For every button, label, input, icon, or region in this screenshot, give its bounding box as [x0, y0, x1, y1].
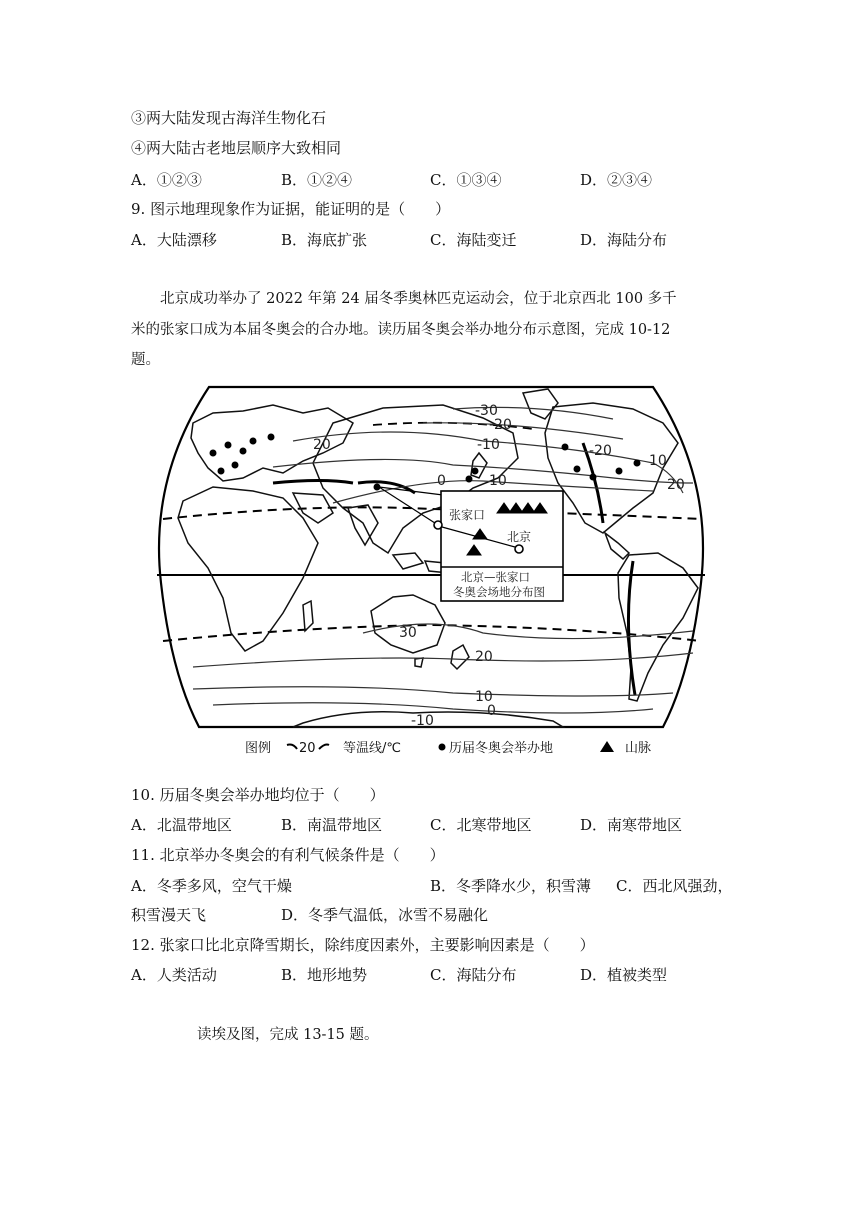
q11-option-c-continued: 积雪漫天飞 — [131, 906, 207, 924]
legend-isotherm-symbol — [287, 745, 297, 750]
isotherm-label: -20 — [489, 417, 512, 433]
venue-dot — [634, 460, 641, 467]
q11-option-d: D．冬季气温低，冰雪不易融化 — [281, 906, 489, 924]
q8-option-b: B．①②④ — [281, 171, 353, 189]
isotherm-label: 20 — [475, 649, 493, 665]
zhangjiakou-marker — [434, 521, 442, 529]
intro-paragraph-line-2: 米的张家口成为本届冬奥会的合办地。读历届冬奥会举办地分布示意图，完成 10-12 — [131, 322, 671, 338]
q10-option-c: C．北寒带地区 — [430, 816, 532, 834]
q9-option-a: A．大陆漂移 — [131, 231, 217, 249]
isotherm-label: -20 — [589, 443, 612, 459]
q11-option-a: A．冬季多风，空气干燥 — [131, 877, 292, 895]
beijing-marker — [515, 545, 523, 553]
venue-dot — [210, 450, 217, 457]
isotherm-label: 30 — [399, 625, 417, 641]
venue-dot — [218, 468, 225, 475]
isotherm-label: 10 — [475, 689, 493, 705]
q10-stem: 10. 历届冬奥会举办地均位于（ ） — [131, 786, 385, 804]
q8-option-c: C．①③④ — [430, 171, 502, 189]
isotherm-label: 10 — [649, 453, 667, 469]
q8-item-4: ④两大陆古老地层顺序大致相同 — [131, 139, 342, 157]
q12-stem: 12. 张家口比北京降雪期长，除纬度因素外，主要影响因素是（ ） — [131, 936, 595, 954]
inset-city-zhangjiakou: 张家口 — [449, 508, 486, 522]
inset-map-beijing-zhangjiakou — [434, 491, 563, 601]
venue-dot — [240, 448, 247, 455]
q11-option-b: B．冬季降水少，积雪薄 — [430, 877, 592, 895]
q8-option-a: A．①②③ — [131, 171, 202, 189]
q11-stem: 11. 北京举办冬奥会的有利气候条件是（ ） — [131, 846, 445, 864]
isotherm-label: -10 — [477, 437, 500, 453]
isotherm-label: 0 — [487, 703, 496, 719]
legend-mountain-icon — [600, 741, 614, 752]
q8-option-d: D．②③④ — [580, 171, 653, 189]
venue-dot — [562, 444, 569, 451]
venue-dot — [232, 462, 239, 469]
legend-isotherm-label: 等温线/℃ — [343, 741, 401, 756]
q12-option-d: D．植被类型 — [580, 966, 668, 984]
isotherm-label: -30 — [475, 403, 498, 419]
q9-option-d: D．海陆分布 — [580, 231, 668, 249]
isotherm-label: 20 — [313, 437, 331, 453]
venue-dot — [616, 468, 623, 475]
venue-dot — [472, 468, 479, 475]
q10-option-a: A．北温带地区 — [131, 816, 232, 834]
legend-venue-dot — [439, 744, 446, 751]
q12-option-a: A．人类活动 — [131, 966, 217, 984]
venue-dot — [574, 466, 581, 473]
venue-dot — [268, 434, 275, 441]
legend-isotherm-symbol — [319, 745, 329, 750]
legend-venue-label: 历届冬奥会举办地 — [449, 741, 554, 756]
venue-dot — [590, 474, 597, 481]
intro-paragraph-line-1: 北京成功举办了 2022 年第 24 届冬季奥林匹克运动会，位于北京西北 100 多千 — [160, 291, 677, 307]
inset-caption-line-1: 北京—张家口 — [461, 570, 530, 584]
venue-dot — [466, 476, 473, 483]
isotherm-label: 0 — [437, 473, 446, 489]
q9-option-c: C．海陆变迁 — [430, 231, 517, 249]
inset-city-beijing: 北京 — [507, 530, 532, 544]
intro-egypt-map: 读埃及图，完成 13-15 题。 — [197, 1027, 379, 1043]
q12-option-c: C．海陆分布 — [430, 966, 517, 984]
map-legend — [245, 740, 651, 756]
q10-option-d: D．南寒带地区 — [580, 816, 683, 834]
legend-title: 图例 — [245, 741, 272, 756]
q10-option-b: B．南温带地区 — [281, 816, 383, 834]
q9-option-b: B．海底扩张 — [281, 231, 368, 249]
intro-paragraph-line-3: 题。 — [131, 352, 160, 368]
venue-dot — [225, 442, 232, 449]
winter-olympics-map-figure — [153, 383, 709, 763]
legend-mountain-label: 山脉 — [625, 741, 652, 756]
q8-item-3: ③两大陆发现古海洋生物化石 — [131, 109, 327, 127]
isotherm-label: -10 — [411, 713, 434, 729]
inset-caption-line-2: 冬奥会场地分布图 — [453, 585, 545, 599]
isotherm-label: 10 — [489, 473, 507, 489]
venue-dot — [250, 438, 257, 445]
isotherm-label: 20 — [667, 477, 685, 493]
q9-stem: 9. 图示地理现象作为证据，能证明的是（ ） — [131, 200, 451, 218]
q11-option-c: C．西北风强劲， — [616, 877, 733, 895]
q12-option-b: B．地形地势 — [281, 966, 368, 984]
legend-isotherm-value: 20 — [299, 741, 316, 756]
